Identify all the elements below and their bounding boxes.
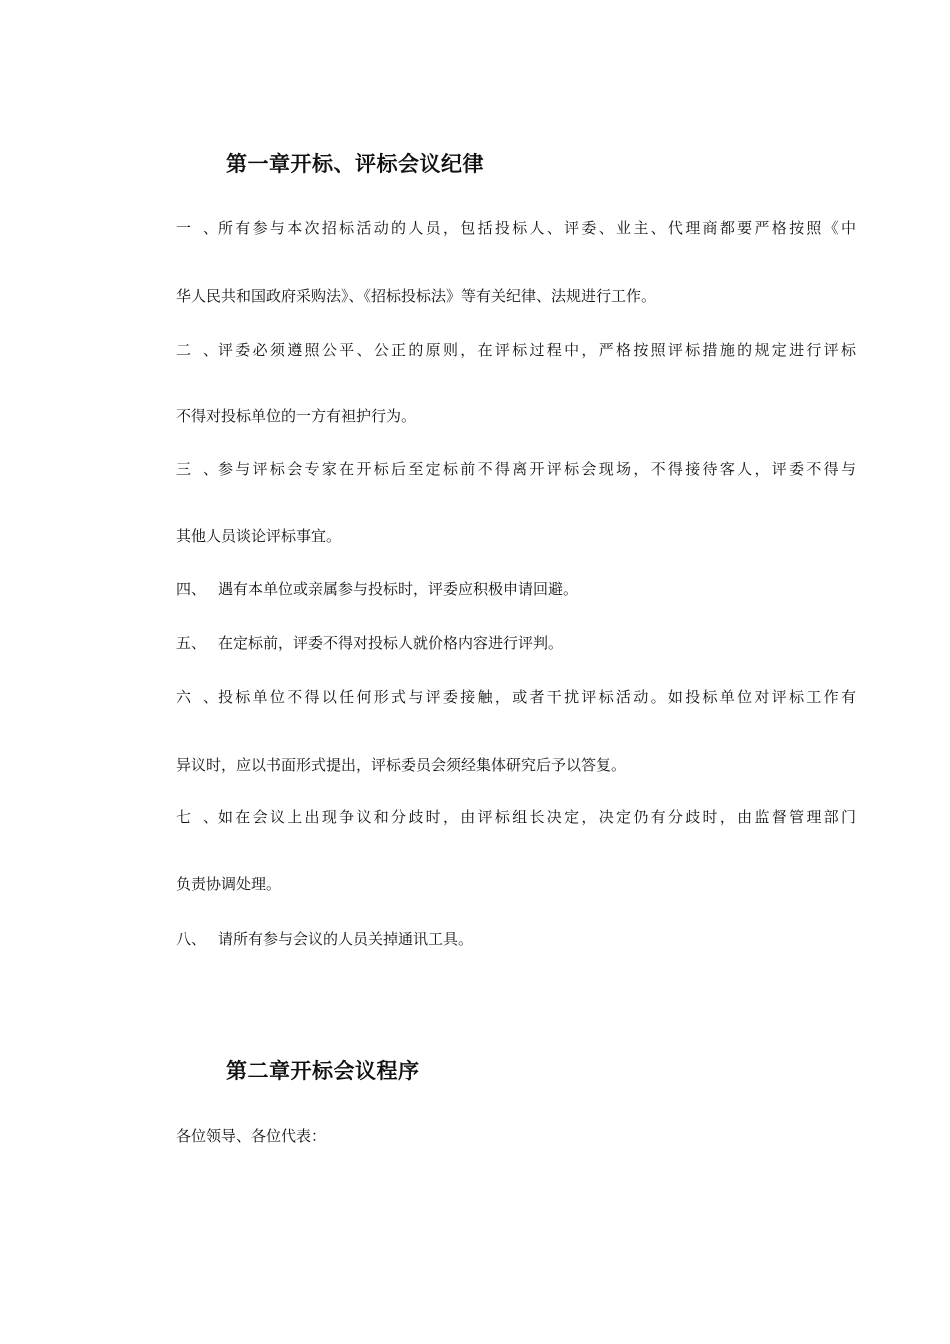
list-item-8-text: 请所有参与会议的人员关掉通讯工具。: [218, 930, 474, 948]
list-item-3-text: 参与评标会专家在开标后至定标前不得离开评标会现场，不得接待客人，评委不得与: [218, 460, 856, 478]
list-item-2-number: 二、: [176, 341, 218, 359]
chapter-2-title: 第二章开标会议程序: [226, 1059, 420, 1083]
list-item-7-line-1: [176, 807, 856, 827]
list-item-3-number: 三、: [176, 460, 218, 478]
list-item-5-text: 在定标前，评委不得对投标人就价格内容进行评判。: [218, 634, 564, 652]
list-item-2-line-2: 不得对投标单位的一方有袒护行为。: [176, 407, 417, 425]
list-item-3-line-1: [176, 459, 856, 479]
list-item-4-number: 四、: [176, 580, 207, 598]
list-item-6-line-1: [176, 687, 856, 707]
list-item-6-text: 投标单位不得以任何形式与评委接触，或者干扰评标活动。如投标单位对评标工作有: [218, 688, 856, 706]
list-item-6-line-2: 异议时，应以书面形式提出，评标委员会须经集体研究后予以答复。: [176, 756, 627, 774]
list-item-7-line-2: 负责协调处理。: [176, 875, 282, 893]
list-item-4: [176, 579, 856, 599]
list-item-8: [176, 929, 856, 949]
list-item-3-line-2: 其他人员谈论评标事宜。: [176, 527, 342, 545]
list-item-2-text: 评委必须遵照公平、公正的原则，在评标过程中，严格按照评标措施的规定进行评标: [218, 341, 856, 359]
list-item-5-number: 五、: [176, 634, 207, 652]
list-item-1-text: 所有参与本次招标活动的人员，包括投标人、评委、业主、代理商都要严格按照《中: [218, 219, 856, 237]
list-item-2-line-1: [176, 340, 856, 360]
list-item-5: [176, 633, 856, 653]
list-item-7-number: 七、: [176, 808, 218, 826]
list-item-4-text: 遇有本单位或亲属参与投标时，评委应积极申请回避。: [218, 580, 579, 598]
list-item-1-line-1: [176, 218, 856, 238]
list-item-1-line-2: 华人民共和国政府采购法》、《招标投标法》等有关纪律、法规进行工作。: [176, 287, 657, 305]
greeting-text: 各位领导、各位代表：: [176, 1127, 327, 1145]
list-item-1-number: 一、: [176, 219, 218, 237]
list-item-7-text: 如在会议上出现争议和分歧时，由评标组长决定，决定仍有分歧时，由监督管理部门: [218, 808, 856, 826]
list-item-6-number: 六、: [176, 688, 218, 706]
list-item-8-number: 八、: [176, 930, 207, 948]
chapter-1-title: 第一章开标、评标会议纪律: [226, 152, 484, 176]
